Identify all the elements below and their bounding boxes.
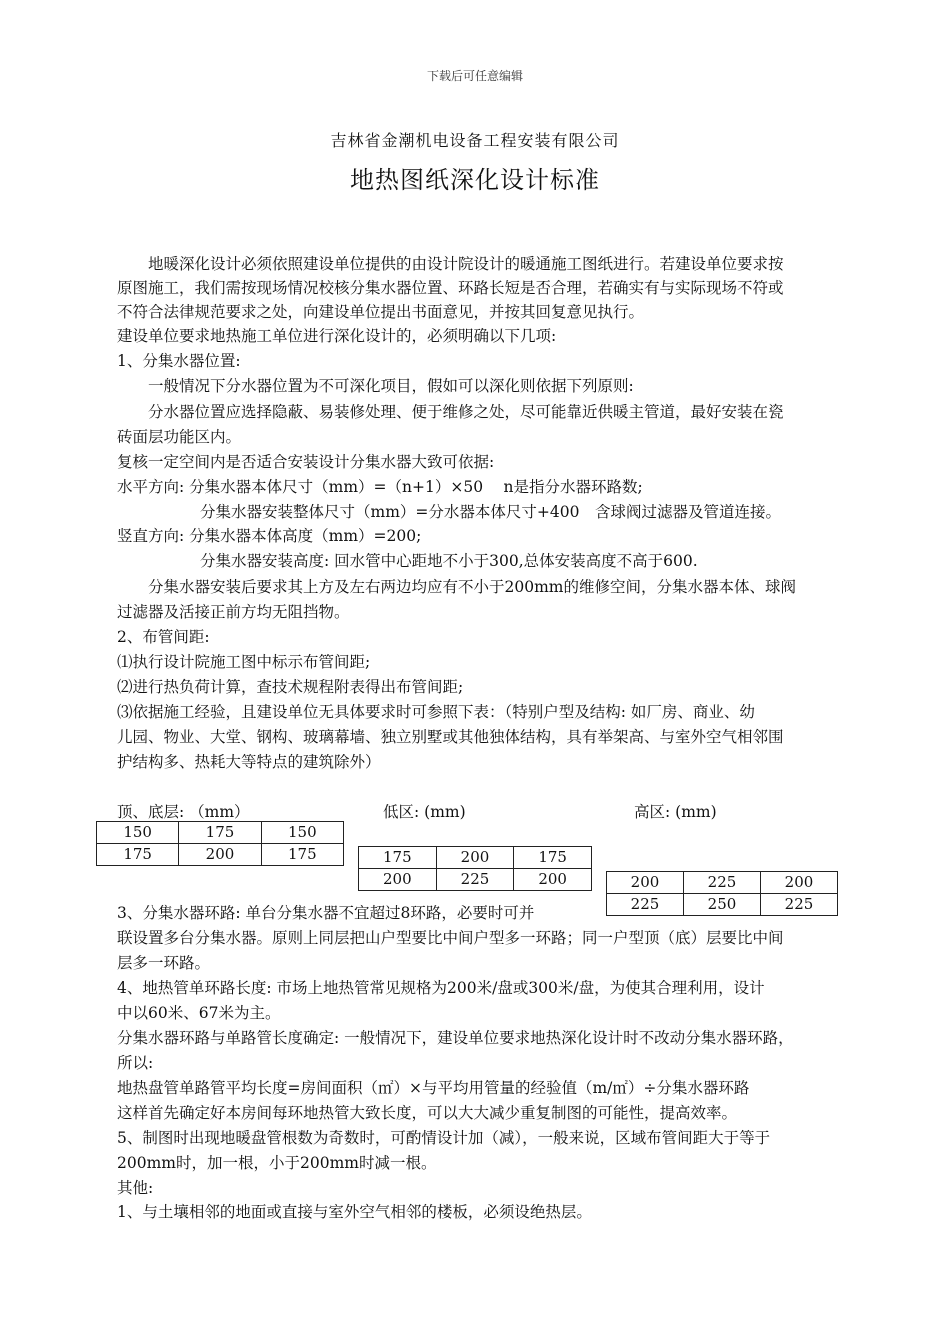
body-line: 分集水器环路与单路管长度确定: 一般情况下，建设单位要求地热深化设计时不改动分集水器环路， bbox=[117, 1029, 794, 1047]
table-cell: 225 bbox=[436, 869, 514, 891]
table-cell: 200 bbox=[514, 869, 592, 891]
body-line: 地暖深化设计必须依照建设单位提供的由设计院设计的暖通施工图纸进行。若建设单位要求按 bbox=[148, 255, 784, 273]
page-title: 地热图纸深化设计标准 bbox=[350, 166, 600, 194]
table-row bbox=[359, 847, 592, 869]
table-cell: 175 bbox=[97, 844, 179, 866]
table-cell: 250 bbox=[684, 894, 761, 916]
body-line: 过滤器及活接正前方均无阻挡物。 bbox=[117, 603, 350, 621]
table-row bbox=[607, 894, 838, 916]
body-line: 分集水器安装高度: 回水管中心距地不小于300,总体安装高度不高于600. bbox=[200, 552, 698, 570]
table-label-top-bottom: 顶、底层: （mm） bbox=[117, 803, 250, 821]
body-line: 水平方向: 分集水器本体尺寸（mm）=（n+1）×50 n是指分水器环路数; bbox=[117, 478, 643, 496]
body-line: 层多一环路。 bbox=[117, 954, 211, 972]
table-cell: 200 bbox=[436, 847, 514, 869]
body-line: 联设置多台分集水器。原则上同层把山户型要比中间户型多一环路；同一户型顶（底）层要比中间 bbox=[117, 929, 784, 947]
section-heading: 4、地热管单环路长度: 市场上地热管常见规格为200米/盘或300米/盘，为使其合理利用，设计 bbox=[117, 979, 765, 997]
section-heading: 其他: bbox=[117, 1179, 154, 1197]
body-line: ⑶依据施工经验，且建设单位无具体要求时可参照下表：（特别户型及结构: 如厂房、商业、幼 bbox=[117, 703, 755, 721]
watermark-text: 下载后可任意编辑 bbox=[426, 69, 523, 83]
section-heading: 2、布管间距: bbox=[117, 628, 210, 646]
table-cell: 200 bbox=[607, 872, 684, 894]
body-line: 砖面层功能区内。 bbox=[117, 428, 242, 446]
section-heading: 5、制图时出现地暖盘管根数为奇数时，可酌情设计加（减），一般来说，区域布管间距大于等于 bbox=[117, 1129, 771, 1147]
spacing-table-top-bottom bbox=[96, 821, 344, 866]
body-line: 复核一定空间内是否适合安装设计分集水器大致可依据: bbox=[117, 453, 495, 471]
table-cell: 175 bbox=[179, 822, 261, 844]
body-line: 护结构多、热耗大等特点的建筑除外） bbox=[117, 753, 381, 771]
table-cell: 225 bbox=[607, 894, 684, 916]
body-line: 建设单位要求地热施工单位进行深化设计的，必须明确以下几项: bbox=[117, 327, 557, 345]
table-cell: 200 bbox=[761, 872, 838, 894]
body-line: 所以: bbox=[117, 1054, 154, 1072]
table-cell: 175 bbox=[359, 847, 437, 869]
table-row bbox=[97, 844, 344, 866]
table-cell: 225 bbox=[761, 894, 838, 916]
table-cell: 225 bbox=[684, 872, 761, 894]
table-row bbox=[359, 869, 592, 891]
table-row bbox=[97, 822, 344, 844]
table-row bbox=[607, 872, 838, 894]
body-line: ⑴执行设计院施工图中标示布管间距; bbox=[117, 653, 371, 671]
body-line: 竖直方向: 分集水器本体高度（mm）=200; bbox=[117, 527, 422, 545]
table-label-high-zone: 高区: (mm) bbox=[634, 803, 717, 821]
body-line: 原图施工，我们需按现场情况校核分集水器位置、环路长短是否合理，若确实有与实际现场不符或 bbox=[117, 279, 784, 297]
table-cell: 175 bbox=[261, 844, 343, 866]
body-line: 中以60米、67米为主。 bbox=[117, 1004, 281, 1022]
body-line: 这样首先确定好本房间每环地热管大致长度，可以大大减少重复制图的可能性，提高效率。 bbox=[117, 1104, 738, 1122]
table-label-low-zone: 低区: (mm) bbox=[383, 803, 466, 821]
section-heading: 3、分集水器环路: 单台分集水器不宜超过8环路，必要时可并 bbox=[117, 904, 535, 922]
body-line: ⑵进行热负荷计算，查技术规程附表得出布管间距; bbox=[117, 678, 464, 696]
table-cell: 150 bbox=[97, 822, 179, 844]
body-line: 不符合法律规范要求之处，向建设单位提出书面意见，并按其回复意见执行。 bbox=[117, 303, 645, 321]
table-cell: 200 bbox=[359, 869, 437, 891]
spacing-table-high-zone bbox=[606, 871, 838, 916]
table-cell: 175 bbox=[514, 847, 592, 869]
body-line: 地热盘管单路管平均长度=房间面积（㎡）×与平均用管量的经验值（m/㎡）÷分集水器环路 bbox=[117, 1079, 750, 1097]
body-line: 分水器位置应选择隐蔽、易装修处理、便于维修之处，尽可能靠近供暖主管道，最好安装在瓷 bbox=[148, 403, 784, 421]
body-line: 200mm时，加一根，小于200mm时减一根。 bbox=[117, 1154, 437, 1172]
body-line: 一般情况下分水器位置为不可深化项目，假如可以深化则依据下列原则: bbox=[148, 377, 634, 395]
body-line: 1、与土壤相邻的地面或直接与室外空气相邻的楼板，必须设绝热层。 bbox=[117, 1203, 592, 1221]
company-name: 吉林省金潮机电设备工程安装有限公司 bbox=[330, 131, 620, 150]
body-line: 分集水器安装整体尺寸（mm）=分水器本体尺寸+400 含球阀过滤器及管道连接。 bbox=[200, 503, 781, 521]
body-line: 儿园、物业、大堂、钢构、玻璃幕墙、独立别墅或其他独体结构，具有举架高、与室外空气相邻围 bbox=[117, 728, 784, 746]
table-cell: 150 bbox=[261, 822, 343, 844]
spacing-table-low-zone bbox=[358, 846, 592, 891]
body-line: 分集水器安装后要求其上方及左右两边均应有不小于200mm的维修空间，分集水器本体、球阀 bbox=[148, 578, 796, 596]
section-heading: 1、分集水器位置: bbox=[117, 352, 241, 370]
table-cell: 200 bbox=[179, 844, 261, 866]
